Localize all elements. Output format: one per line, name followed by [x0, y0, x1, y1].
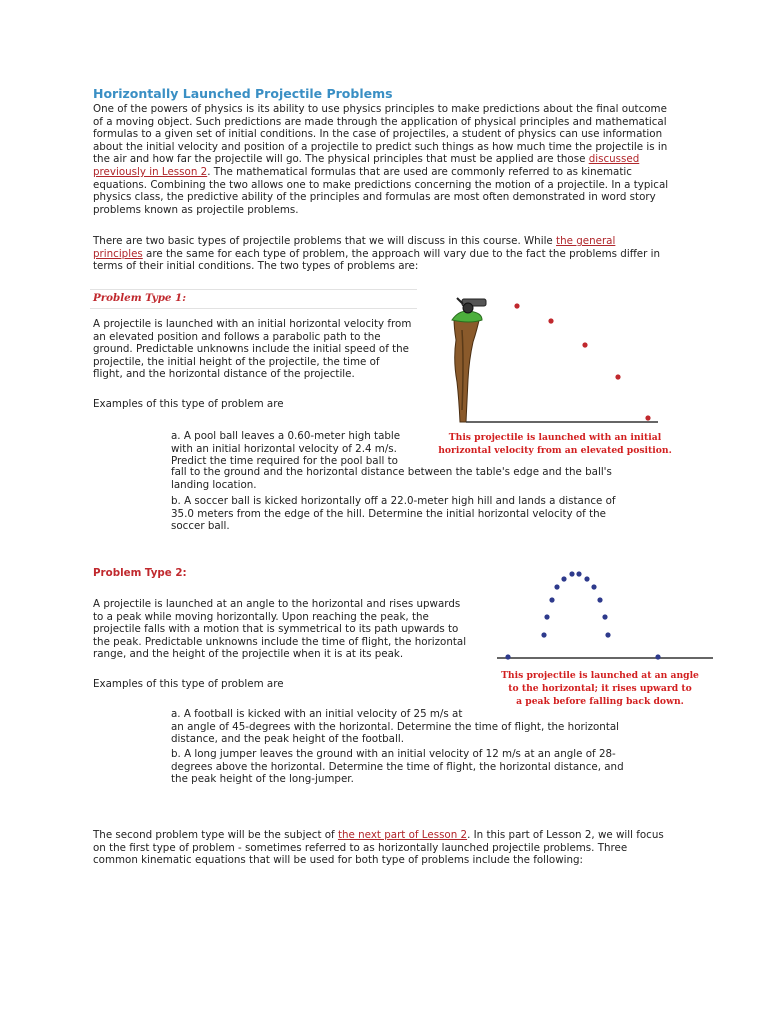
type2-examples-intro: Examples of this type of problem are — [93, 678, 284, 690]
caption-line: to the horizontal; it rises upward to — [508, 683, 692, 694]
projectile-ball — [544, 614, 549, 619]
general-principles-link-cont[interactable]: principles — [93, 247, 143, 260]
example-line: soccer ball. — [171, 520, 230, 533]
intro-line: of a moving object. Such predictions are made through the application of physical principles and mathematical — [93, 115, 667, 128]
closing-line: common kinematic equations that will be used for both type of problems include the following: — [93, 854, 584, 867]
intro-line: about the initial velocity and position of a projectile to predict such things as how much time the projectile is in — [93, 140, 668, 153]
type1-example-b — [171, 495, 616, 533]
type2-example-a — [171, 708, 619, 746]
intro-line: equations. Combining the two allows one to make predictions concerning the motion of a projectile. In a typical — [93, 178, 669, 191]
example-line: Predict the time required for the pool ball to — [171, 455, 398, 468]
projectile-ball — [655, 654, 660, 659]
intro-line: the air and how far the projectile will go. The physical principles that must be applied are those — [93, 153, 589, 166]
intro-line: physics class, the predictive ability of the principles and formulas are most often demonstrated in word story — [93, 191, 656, 204]
type1-line: ground. Predictable unknowns include the initial speed of the — [93, 343, 410, 356]
discussed-link[interactable]: discussed — [588, 153, 640, 166]
type2-line: to a peak while moving horizontally. Upon reaching the peak, the — [93, 610, 429, 623]
type2-line: range, and the height of the projectile when it is at its peak. — [93, 648, 404, 661]
projectile-ball — [514, 303, 519, 308]
types-line: terms of their initial conditions. The two types of problems are: — [93, 260, 419, 273]
projectile-ball — [584, 576, 589, 581]
type1-line: an elevated position and follows a parabolic path to the — [93, 330, 381, 343]
projectile-ball — [576, 571, 581, 576]
intro-line: problems known as projectile problems. — [93, 203, 299, 216]
type1-line: flight, and the horizontal distance of the projectile. — [93, 368, 355, 381]
closing-line: The second problem type will be the subject of — [93, 829, 338, 841]
type1-description — [93, 318, 411, 381]
intro-paragraph — [93, 103, 668, 216]
type1-line: A projectile is launched with an initial horizontal velocity from — [93, 318, 412, 330]
types-line: There are two basic types of projectile problems that we will discuss in this course. While — [93, 235, 557, 247]
example-line: the peak height of the long-jumper. — [171, 773, 354, 786]
projectile-ball — [597, 597, 602, 602]
type1-example-a-bottom — [171, 466, 612, 491]
example-line: degrees above the horizontal. Determine the time of flight, the horizontal distance, and — [171, 760, 624, 773]
closing-paragraph — [93, 829, 664, 867]
type1-examples-intro: Examples of this type of problem are — [93, 398, 284, 410]
intro-line: . The mathematical formulas that are used are commonly referred to as kinematic — [207, 165, 632, 178]
type1-example-a-top — [171, 430, 400, 468]
example-line: with an initial horizontal velocity of 2.4 m/s. — [171, 442, 397, 455]
cliff-projectile-illustration — [440, 290, 680, 425]
caption-line: a peak before falling back down. — [516, 696, 684, 707]
type2-caption — [485, 669, 715, 708]
example-line: a. A pool ball leaves a 0.60-meter high table — [171, 430, 401, 442]
projectile-ball — [591, 584, 596, 589]
type2-description — [93, 598, 466, 661]
closing-line: on the first type of problem - sometimes referred to as horizontally launched projectile problems. Three — [93, 841, 628, 854]
intro-line: formulas to a given set of initial conditions. In the case of projectiles, a student of physics can use information — [93, 128, 663, 141]
projectile-ball — [569, 571, 574, 576]
projectile-ball — [615, 374, 620, 379]
projectile-ball — [541, 632, 546, 637]
types-line: are the same for each type of problem, the approach will vary due to the fact the problems differ in — [142, 247, 661, 260]
next-part-lesson2-link[interactable]: the next part of Lesson 2 — [337, 829, 468, 841]
example-line: fall to the ground and the horizontal distance between the table's edge and the ball's — [171, 466, 612, 478]
cliff-shape — [454, 315, 480, 422]
example-line: a. A football is kicked with an initial velocity of 25 m/s at — [171, 708, 463, 720]
problem-type-1-heading: Problem Type 1: — [93, 292, 186, 304]
intro-line: One of the powers of physics is its ability to use physics principles to make predictions about the final outcome — [93, 103, 667, 115]
projectile-ball — [505, 654, 510, 659]
closing-line: . In this part of Lesson 2, we will focus — [467, 829, 664, 841]
problem-type-2-heading: Problem Type 2: — [93, 567, 187, 579]
projectile-ball — [548, 318, 553, 323]
parabola-projectile-illustration — [495, 568, 715, 660]
type1-line: projectile, the initial height of the projectile, the time of — [93, 355, 380, 368]
example-line: distance, and the peak height of the football. — [171, 733, 404, 746]
projectile-ball — [554, 584, 559, 589]
projectile-ball — [561, 576, 566, 581]
example-line: 35.0 meters from the edge of the hill. Determine the initial horizontal velocity of the — [171, 507, 606, 520]
projectile-ball — [602, 614, 607, 619]
type2-line: projectile falls with a motion that is symmetrical to its path upwards to — [93, 623, 459, 636]
caption-line: This projectile is launched with an initial — [448, 432, 662, 443]
projectile-ball — [605, 632, 610, 637]
projectile-ball — [645, 415, 650, 420]
type2-line: A projectile is launched at an angle to the horizontal and rises upwards — [93, 598, 461, 610]
page-title: Horizontally Launched Projectile Problems — [93, 86, 393, 101]
example-line: b. A soccer ball is kicked horizontally off a 22.0-meter high hill and lands a distance of — [171, 495, 616, 507]
divider — [90, 289, 417, 290]
caption-line: horizontal velocity from an elevated position. — [438, 445, 672, 456]
type1-caption — [435, 431, 675, 457]
example-line: landing location. — [171, 478, 257, 491]
type2-line: the peak. Predictable unknowns include the time of flight, the horizontal — [93, 635, 467, 648]
lesson2-link[interactable]: previously in Lesson 2 — [93, 165, 208, 178]
example-line: an angle of 45-degrees with the horizontal. Determine the time of flight, the horizontal — [171, 720, 620, 733]
caption-line: This projectile is launched at an angle — [501, 670, 699, 681]
projectile-ball — [582, 342, 587, 347]
type2-example-b — [171, 748, 624, 786]
projectile-ball — [549, 597, 554, 602]
types-paragraph — [93, 235, 660, 273]
general-principles-link[interactable]: the general — [556, 235, 616, 247]
divider — [90, 308, 417, 309]
example-line: b. A long jumper leaves the ground with an initial velocity of 12 m/s at an angle of 28- — [171, 748, 616, 760]
